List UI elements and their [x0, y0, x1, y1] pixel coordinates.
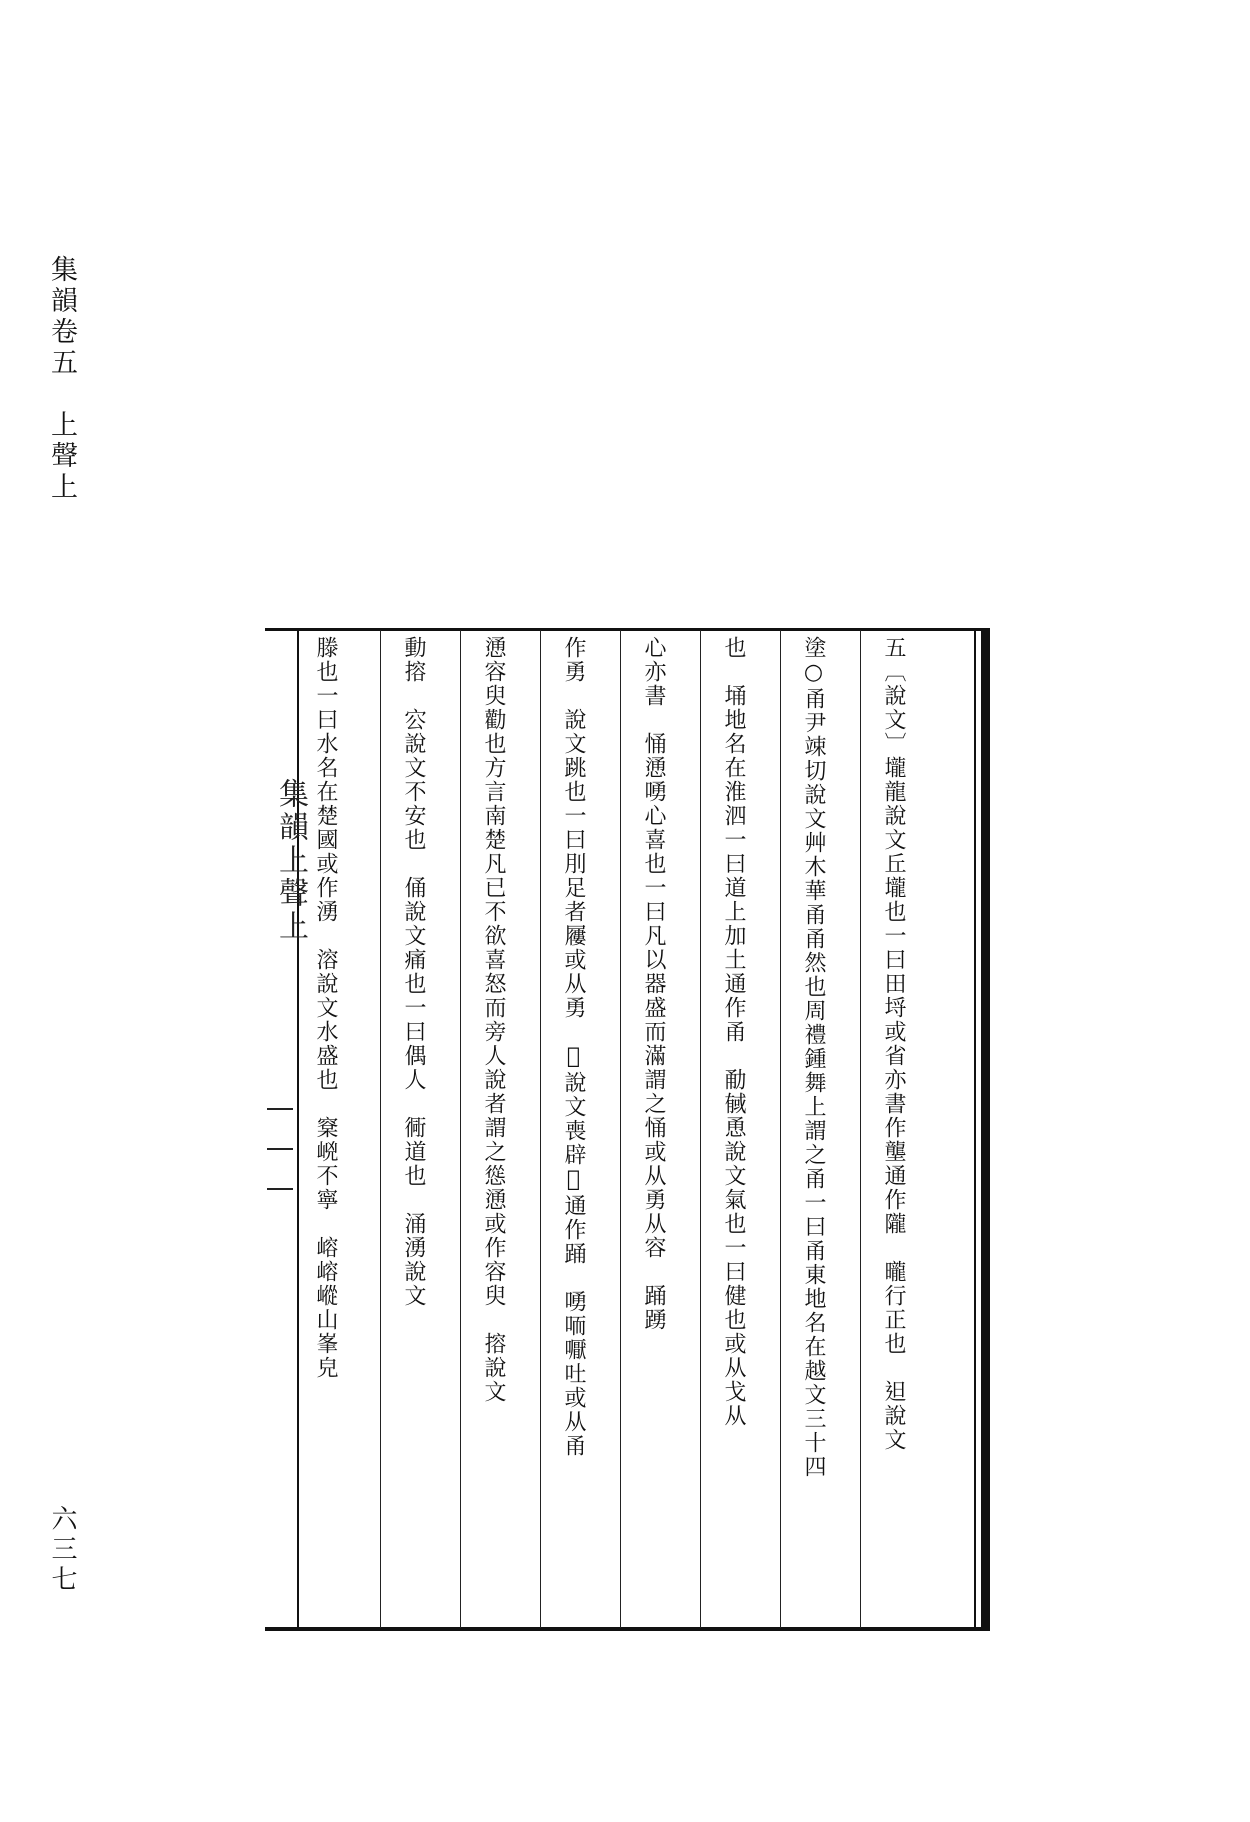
margin-label: 集韻上聲上	[273, 778, 308, 943]
column-text: 作勇 說文跳也一曰刖足者屨或从勇 𧼣說文喪辟𧼣通作踊 㗈㖇嚈吐或从甬	[561, 636, 586, 1458]
column-text: 五〔說文〕壠龍說文丘壠也一曰田埒或省亦書作壟通作隴 曨行正也 𨑨說文	[881, 636, 906, 1452]
bottom-border	[265, 1627, 990, 1631]
section-title: 上聲上	[46, 410, 77, 503]
text-column-8	[307, 636, 381, 1621]
text-column-5	[555, 636, 629, 1621]
text-column-6	[475, 636, 549, 1621]
book-title: 集韻卷五	[46, 255, 77, 379]
margin-tick	[267, 1148, 293, 1150]
column-text: 慂容臾勸也方言南楚凡已不欲喜怒而旁人說者謂之慫慂或作容臾 搈說文	[481, 636, 506, 1404]
margin-tick	[267, 1108, 293, 1110]
column-text: 塗○甬尹竦切說文艸木華甬甬然也周禮鍾舞上謂之甬一曰甬東地名在越文三十四	[801, 636, 826, 1479]
column-text: 滕也一曰水名在楚國或作湧 溶說文水盛也 㮤㟅不寧 嵱嵱嵷山峯皃	[313, 636, 338, 1380]
top-border	[265, 628, 990, 631]
text-column-7	[395, 636, 469, 1621]
text-column-3	[715, 636, 789, 1621]
column-text: 心亦書 悀慂㗈心喜也一曰凡以器盛而滿謂之悀或从勇从容 踊踴	[641, 636, 666, 1332]
column-text: 也 埇地名在淮泗一曰道上加土通作甬 勈戫恿說文氣也一曰健也或从戈从	[721, 636, 746, 1428]
text-column-4	[635, 636, 709, 1621]
text-column-1	[875, 636, 949, 1621]
page-number: 六三七	[47, 1505, 77, 1595]
margin-tick	[267, 1188, 293, 1190]
right-border-thin	[974, 628, 976, 1631]
printed-block	[265, 628, 990, 1631]
text-column-2	[795, 636, 869, 1621]
right-border-thick	[981, 628, 990, 1631]
column-text: 動搈 㝐說文不安也 俑說文痛也一曰偶人 衕道也 涌湧說文	[401, 636, 426, 1308]
running-head	[44, 255, 78, 503]
